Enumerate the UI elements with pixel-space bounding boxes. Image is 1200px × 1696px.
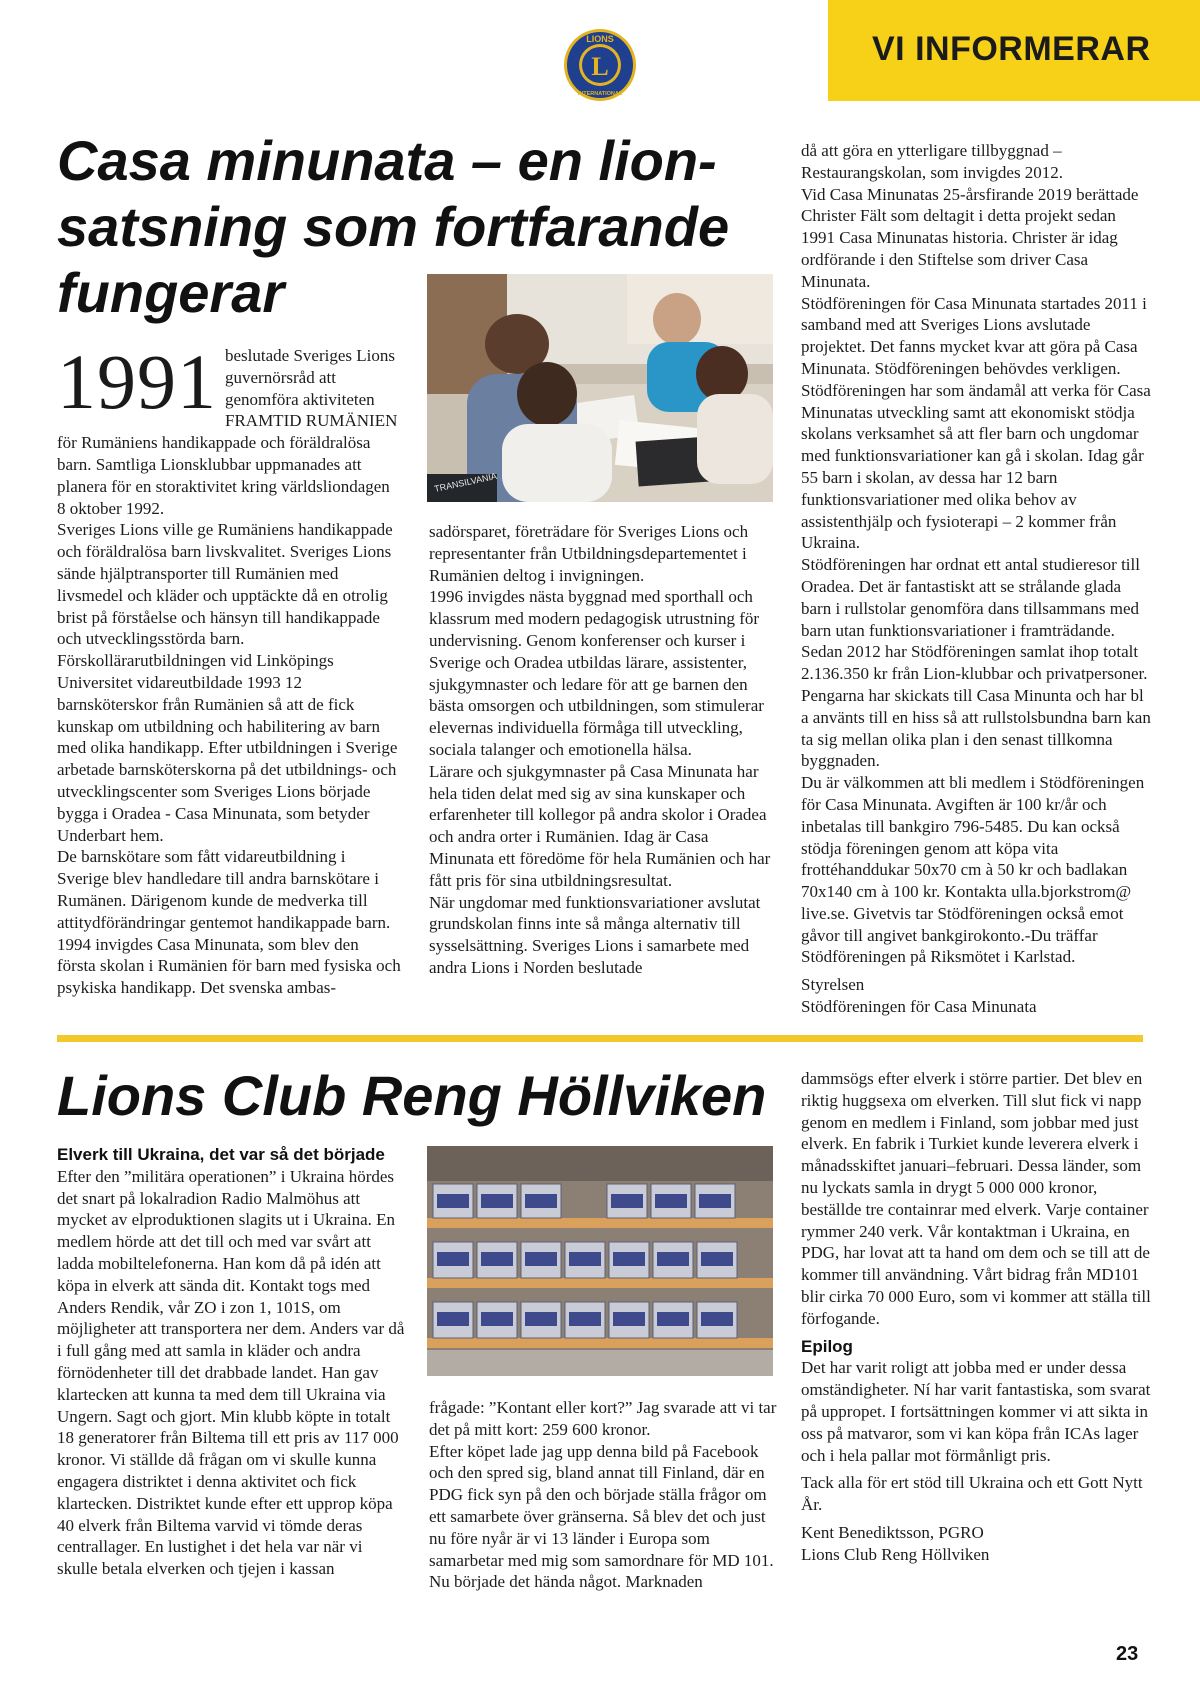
article2-subhead: Elverk till Ukraina, det var så det började — [57, 1145, 385, 1164]
paragraph: då att göra en ytterligare tillbyggnad – Restaurangskolan, som invigdes 2012. — [801, 141, 1064, 182]
paragraph: 1996 invigdes nästa byggnad med sporthall och klassrum med modern pedagogisk utrustning för undervisning. Genom konferenser och kurser i Sverige och Oradea utbildas lärare, assistenter, sjukgymnaster och ledare för att ge barnen den bästa omsorgen och utbildningen, som stimulerar elevernas individuella förmåga till utveckling, sociala talanger och emotionella hälsa. — [429, 587, 764, 759]
paragraph: Det har varit roligt att jobba med er under dessa omständigheter. Ní har varit fantastiska, som svarat på uppropet. I fortsättningen kommer vi att sikta in oss på matvaror, som vi kan köpa från ICAs lager och i hela pallar mot förmånligt pris. — [801, 1358, 1151, 1465]
paragraph: Nu började det hända något. Marknaden — [429, 1572, 703, 1592]
paragraph: Sveriges Lions ville ge Rumäniens handikappade och föräldralösa barn livskvalitet. Sveriges Lions sände hjälptransporter till Rumänien med livsmedel och kläder och upptäckte då en otrolig brist på förståelse och hänsyn till handikappade och utvecklingsstörda barn. — [57, 520, 393, 649]
epilog-heading: Epilog — [801, 1336, 853, 1356]
section-divider — [57, 1035, 1143, 1042]
logo-top-text: LIONS — [586, 34, 614, 44]
section-tab — [828, 0, 1200, 101]
paragraph: Efter den ”militära operationen” i Ukraina hördes det snart på lokalradion Radio Malmöhus att mycket av elproduktionen slagits ut i Ukraina. En medlem hörde att det till och med var svårt att ladda mobiltelefonerna. Han kom då på idén att köpa in elverk att sända dit. Kontakt togs med Anders Rendik, vår ZO i zon 1, 101S, om möjligheter att transportera ner dem. Anders var då i full gång med att samla in kläder och andra förnödenheter till det drabbade landet. Han gav klartecken att kunna ta med dem till Ukraina via Ungern. Sagt och gjort. Min klubb köpte in totalt 18 generatorer från Biltema till ett pris av 117 000 kronor. Vi ställde då frågan om vi skulle kunna engagera distriktet i denna aktivitet och fick klartecken. Distriktet kunde efter ett upprop köpa 40 elverk från Biltema varvid vi tömde deras centrallager. En lustighet i det hela var när vi skulle betala elverken och tjejen i kassan — [57, 1166, 405, 1579]
paragraph: Efter köpet lade jag upp denna bild på Facebook och den spred sig, bland annat till Finland, där en PDG fick syn på den och började ställa frågor om ett samarbete över gränserna. Så blev det och just nu före nyår är vi 13 länder i Europa som samarbetar med mig som samordnare för MD 101. — [429, 1441, 774, 1570]
article2-column-1 — [57, 1144, 405, 1580]
lions-logo — [562, 25, 638, 105]
section-label: VI INFORMERAR — [872, 30, 1151, 68]
page-number: 23 — [1116, 1643, 1139, 1665]
signature-line: Stödföreningen för Casa Minunata — [801, 997, 1037, 1017]
paragraph: Tack alla för ert stöd till Ukraina och ett Gott Nytt År. — [801, 1473, 1143, 1515]
paragraph: dammsögs efter elverk i större partier. Det blev en riktig huggsexa om elverken. Till slut fick vi napp genom en medlem i Finland, som jobbar med just elverk. En fabrik i Turkiet kunde leverera elverk i månadsskiftet januari–februari. Dessa länder, som nu lyckats samla in drygt 5 000 000 kronor, beställde tre containrar med elverk. Varje container rymmer 240 verk. Vår kontaktman i Ukraina, en PDG, har lovat att ta hand om dem och se till att de kommer till användning. Vårt bidrag från MD101 blir cirka 70 000 Euro, som vi kommer att ställa till förfogande. — [801, 1069, 1151, 1328]
article1-title: Casa minunata – en lion-satsning som fortfarande fungerar — [57, 129, 730, 324]
paragraph: De barnskötare som fått vidareutbildning i Sverige blev handledare till andra barnskötare i Rumänen. Därigenom kunde de medverka till attitydförändringar gentemot handikappade barn. — [57, 847, 391, 932]
signature-line: Styrelsen — [801, 975, 865, 995]
paragraph: Förskollärarutbildningen vid Linköpings Universitet vidareutbildade 1993 12 barnsköterskor från Rumänien så att de fick kunskap om utbildning och habilitering av barn med olika handikapp. Efter utbildningen i Sverige arbetade barnsköterskorna på det utbildnings- och utvecklingscenter som Sveriges Lions började bygga i Oradea - Casa Minunata, som betyder Underbart hem. — [57, 651, 398, 845]
signature-line: Lions Club Reng Höllviken — [801, 1544, 990, 1564]
paragraph: Vid Casa Minunatas 25-årsfirande 2019 berättade Christer Fält som deltagit i detta projekt sedan 1991 Casa Minunatas historia. Christer är idag ordförande i den Stiftelse som driver Casa Minunata. — [801, 184, 1139, 291]
signature-line: Kent Benediktsson, PGRO — [801, 1522, 984, 1542]
logo-bottom-text: INTERNATIONAL — [577, 91, 623, 97]
article1-column-1 — [57, 338, 401, 999]
paragraph: Stödföreningen för Casa Minunata startades 2011 i samband med att Sveriges Lions avslutade projektet. Det fanns mycket kvar att göra på Casa Minunata. Stödföreningen behövdes verkligen. Stödföreningen har som ändamål att verka för Casa Minunatas utveckling samt att ekonomiskt stödja skolans verksamhet så att fler barn och ungdomar med funktionsvariationer kan gå i skolan. Idag går 55 barn i skolan, av dessa har 12 barn funktionsvariationer med olika behov av assistenthjälp och fysioterapi – 2 kommer från Ukraina. — [801, 293, 1151, 553]
paragraph: Stödföreningen har ordnat ett antal studieresor till Oradea. Det är fantastiskt att se strålande glada barn i rullstolar genomföra dans tillsammans med barn utan funktionsvariationer i framträdande. Sedan 2012 har Stödföreningen samlat ihop totalt 2.136.350 kr från Lion-klubbar och privatpersoner. Pengarna har skickats till Casa Minunta och har bl a använts till en hiss så att rullstolsbundna barn kan ta sig mellan olika plan i den senast tillkomna byggnaden. — [801, 555, 1151, 771]
paragraph: frågade: ”Kontant eller kort?” Jag svarade att vi tar det på mitt kort: 259 600 kronor. — [429, 1398, 777, 1439]
paragraph: Lärare och sjukgymnaster på Casa Minunata har hela tiden delat med sig av sina kunskaper och erfarenheter till kollegor på andra skolor i Oradea och andra orter i Rumänien. Idag är Casa Minunata ett föredöme för hela Rumänien och har fått pris för sina utbildningsresultat. — [429, 761, 771, 890]
jersey-text: TRANSILVANIA — [433, 470, 498, 494]
dropcap-year: 1991 — [57, 338, 217, 425]
article2-title: Lions Club Reng Höllviken — [57, 1064, 767, 1127]
paragraph: sadörsparet, företrädare för Sveriges Lions och representanter från Utbildningsdepartementet i Rumänien deltog i invigningen. — [429, 522, 749, 585]
photo-generator-pallets — [427, 1146, 773, 1376]
paragraph: 1994 invigdes Casa Minunata, som blev den första skolan i Rumänien för barn med fysiska och psykiska handikapp. Det svenska ambas- — [57, 934, 401, 998]
paragraph: beslutade Sveriges Lions guvernörsråd att genomföra aktiviteten FRAMTID RUMÄNIEN för Rumäniens handikappade och föräldralösa barn. Samtliga Lionsklubbar uppmanades att planera för en storaktivitet kring världsliondagen 8 oktober 1992. — [57, 346, 398, 518]
article2-column-3 — [801, 1068, 1151, 1566]
logo-l-glyph: L — [591, 52, 609, 81]
article2-column-2 — [429, 1397, 777, 1593]
article1-column-2 — [429, 521, 777, 979]
paragraph: När ungdomar med funktionsvariationer avslutat grundskolan finns inte så många alternativ till sysselsättning. Sveriges Lions i samarbete med andra Lions i Norden beslutade — [429, 892, 761, 977]
article1-column-3 — [801, 140, 1151, 1018]
photo-children-classroom — [427, 274, 773, 502]
paragraph: Du är välkommen att bli medlem i Stödföreningen för Casa Minunata. Avgiften är 100 kr/år och inbetalas till bankgiro 796-5485. Du kan också stödja föreningen genom att köpa vita frottéhanddukar 50x70 cm à 50 kr och badlakan 70x140 cm à 100 kr. Kontakta ulla.bjorkstrom@ live.se. Givetvis tar Stödföreningen också emot gåvor till angivet bankgirokonto.-Du träffar Stödföreningen på Riksmötet i Karlstad. — [801, 773, 1145, 967]
